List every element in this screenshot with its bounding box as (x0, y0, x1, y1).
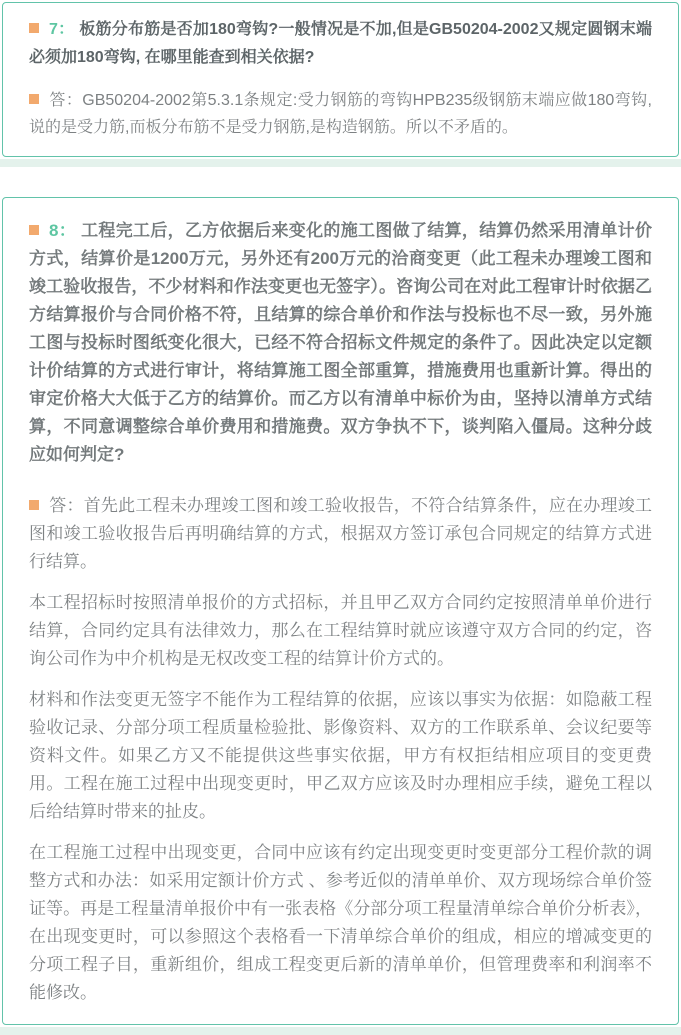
square-bullet-icon (29, 225, 39, 235)
card-content (3, 3, 678, 156)
question-text: 工程完工后，乙方依据后来变化的施工图做了结算，结算仍然采用清单计价方式，结算价是1200万元，另外还有200万元的洽商变更（此工程未办理竣工图和竣工验收报告，不少材料和作法变更也无签字）。咨询公司在对此工程审计时依据乙方结算报价与合同价格不符，且结算的综合单价和作法与投标也不尽一致，另外施工图与投标时图纸变化很大，已经不符合招标文件规定的条件了。因此决定以定额计价结算的方式进行审计，将结算施工图全部重算，措施费用也重新计算。得出的审定价格大大低于乙方的结算价。而乙方以有清单中标价为由，坚持以清单方式结算，不同意调整综合单价费用和措施费。双方争执不下，谈判陷入僵局。这种分歧应如何判定? (29, 221, 652, 464)
square-bullet-icon (29, 23, 39, 33)
answer-paragraph: 本工程招标时按照清单报价的方式招标，并且甲乙双方合同约定按照清单单价进行结算，合同约定具有法律效力，那么在工程结算时就应该遵守双方合同的约定，咨询公司作为中介机构是无权改变工程的结算计价方式的。 (29, 593, 652, 668)
question-row (29, 217, 652, 469)
card-shadow-strip (0, 159, 681, 167)
answer-label: 答： (49, 496, 84, 515)
answer-paragraph: 在工程施工过程中出现变更，合同中应该有约定出现变更时变更部分工程价款的调整方式和办法：如采用定额计价方式 、参考近似的清单单价、双方现场综合单价签证等。再是工程量清单报价中有一张表格《分部分项工程量清单综合单价分析表》，在出现变更时，可以参照这个表格看一下清单综合单价的组成，相应的增减变更的分项工程子目，重新组价，组成工程变更后新的清单单价，但管理费率和利润率不能修改。 (29, 843, 652, 1002)
question-row (29, 16, 652, 72)
card-content (3, 198, 678, 1024)
square-bullet-icon (29, 94, 39, 104)
qa-card-question-8 (2, 197, 679, 1025)
question-number: 7： (49, 21, 75, 38)
question-number: 8： (49, 221, 77, 240)
answer-text: GB50204-2002第5.3.1条规定:受力钢筋的弯钩HPB235级钢筋末端应做180弯钩,说的是受力筋,而板分布筋不是受力钢筋,是构造钢筋。所以不矛盾的。 (29, 92, 652, 136)
question-text: 板筋分布筋是否加180弯钩?一般情况是不加,但是GB50204-2002又规定圆钢末端必须加180弯钩, 在哪里能查到相关依据? (29, 21, 652, 66)
answer-label: 答： (49, 92, 83, 109)
answer-paragraph: 材料和作法变更无签字不能作为工程结算的依据，应该以事实为依据：如隐蔽工程验收记录、分部分项工程质量检验批、影像资料、双方的工作联系单、会议纪要等资料文件。如果乙方又不能提供这些事实依据，甲方有权拒结相应项目的变更费用。工程在施工过程中出现变更时，甲乙双方应该及时办理相应手续，避免工程以后给结算时带来的扯皮。 (29, 690, 652, 821)
answer-row (29, 492, 652, 576)
square-bullet-icon (29, 500, 39, 510)
qa-card-question-7 (2, 2, 679, 157)
card-shadow-strip (0, 1027, 681, 1035)
answer-text: 首先此工程未办理竣工图和竣工验收报告，不符合结算条件，应在办理竣工图和竣工验收报告后再明确结算的方式，根据双方签订承包合同规定的结算方式进行结算。 (29, 496, 653, 571)
answer-row (29, 87, 652, 141)
qa-page (0, 2, 681, 1035)
